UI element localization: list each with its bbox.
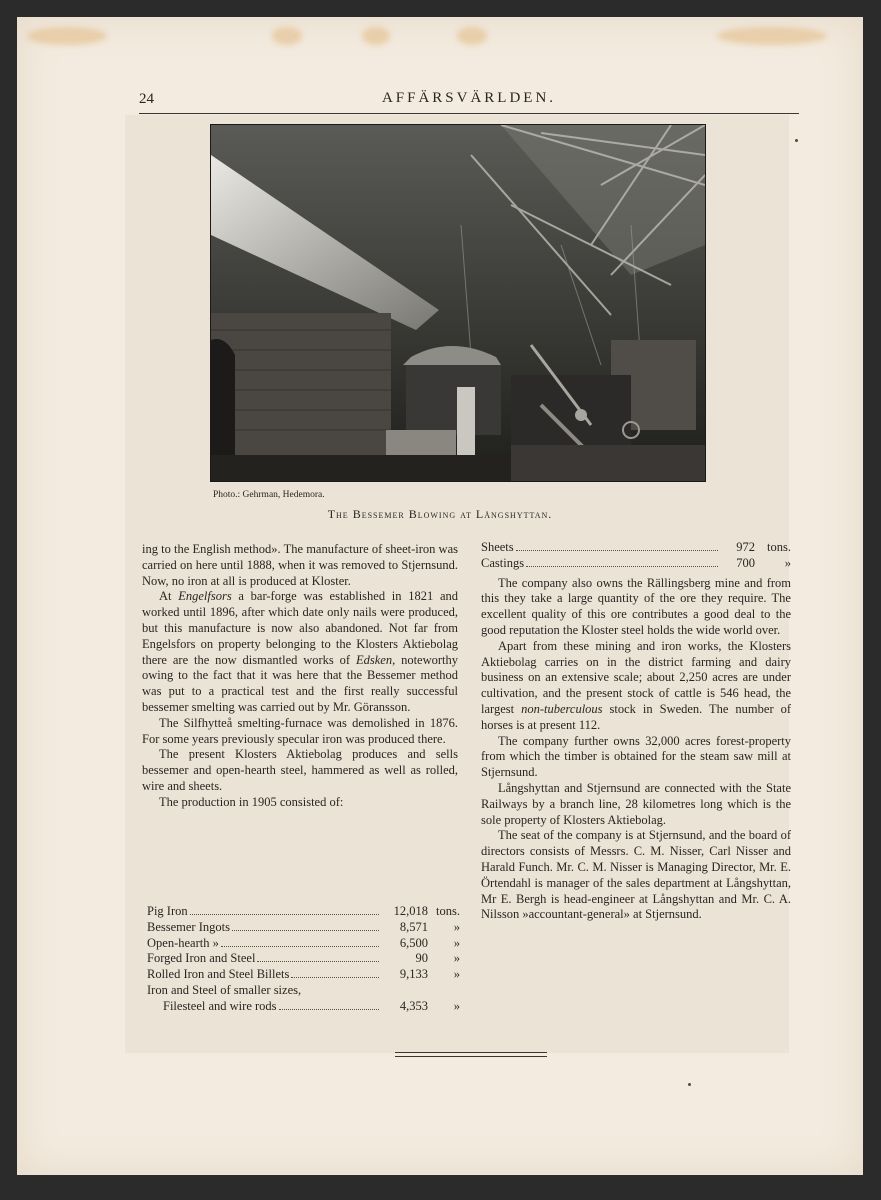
row-value: 972 xyxy=(736,540,755,554)
paper-stain xyxy=(717,27,827,45)
table-row xyxy=(147,967,460,983)
left-column xyxy=(142,542,458,811)
row-value: 700 xyxy=(736,555,755,570)
row-value: 6,500 xyxy=(399,935,428,950)
paper-stain xyxy=(27,27,107,45)
row-unit: » xyxy=(453,967,460,982)
paragraph: The Silfhytteå smelting-furnace was demolished in 1876. For some years previously specular iron was produced there. xyxy=(142,715,458,746)
paper-speck xyxy=(795,139,798,142)
paragraph xyxy=(481,639,791,734)
leader-dots xyxy=(221,946,379,947)
row-unit: » xyxy=(784,555,791,570)
row-unit: tons. xyxy=(767,540,791,554)
scanned-page xyxy=(17,17,863,1175)
production-table xyxy=(147,904,460,1015)
photo-caption xyxy=(17,507,863,522)
table-row xyxy=(147,951,460,967)
photo-caption-text: The Bessemer Blowing at Långshyttan. xyxy=(327,507,553,521)
row-label: Filesteel and wire rods xyxy=(163,998,277,1013)
paper-speck xyxy=(688,1083,691,1086)
leader-dots xyxy=(279,1009,379,1010)
text-run: stock in Sweden. The number of horses is at present 112. xyxy=(481,701,792,732)
row-label: Pig Iron xyxy=(147,904,188,918)
row-label: Forged Iron and Steel xyxy=(147,951,256,966)
paragraph: The seat of the company is at Stjernsund, and the board of directors consists of Messrs. C. M. Nisser, Carl Nisser and Harald Funch. Mr. C. M. Nisser is Managing Director, Mr. E. Örtendahl is manager of the sales department at Långshyttan, Mr E. Bergh is head-engineer at Långshyttan and Mr. C. A. Nilsson »accountant-general» at Stjernsund. xyxy=(481,828,791,922)
table-row xyxy=(147,904,460,920)
paragraph: The production in 1905 consisted of: xyxy=(159,794,344,809)
photo-credit: Photo.: Gehrman, Hedemora. xyxy=(213,490,325,500)
paragraph: ing to the English method». The manufacture of sheet-iron was carried on here until 1888, when it was removed to Stjernsund. Now, no iron at all is produced at Kloster. xyxy=(142,542,458,588)
place-name: Engelfsors xyxy=(178,589,232,604)
row-value: 12,018 xyxy=(393,904,428,918)
row-value: 8,571 xyxy=(399,919,428,934)
right-column xyxy=(481,540,791,923)
production-table-continued xyxy=(481,540,791,572)
paper-stain xyxy=(457,27,487,45)
text-run: Apart from these mining and iron works, the Klosters Aktiebolag carries on in the district farming and dairy business on an extensive scale; about 2,250 acres are under cultivation, and the present stock of cattle is 546 head, the largest xyxy=(481,638,791,716)
paper-stain xyxy=(272,27,302,45)
text-run: a bar-forge was established in 1821 and worked until 1896, after which date only nails were produced, but this manufacture is now also abandoned. Not far from Engelsfors on property belonging to the Klosters Aktiebolag there are the now dismantled works of xyxy=(142,589,459,667)
page-number: 24 xyxy=(139,91,154,107)
table-row xyxy=(481,540,791,556)
leader-dots xyxy=(526,566,718,567)
leader-dots xyxy=(190,914,379,915)
row-unit: » xyxy=(453,951,460,966)
paragraph xyxy=(142,589,458,715)
row-label: Castings xyxy=(481,555,525,570)
paragraph: The company also owns the Rällingsberg mine and from this they take a large quantity of the ore they require. The excellent quality of this ore contributes a good deal to the good reputation the Kloster steel holds the wide world over. xyxy=(481,575,791,637)
row-label: Bessemer Ingots xyxy=(147,919,230,934)
end-rule xyxy=(395,1056,547,1057)
leader-dots xyxy=(232,930,379,931)
table-row xyxy=(147,920,460,936)
row-unit: » xyxy=(453,919,460,934)
paper-stain xyxy=(362,27,390,45)
paragraph: The present Klosters Aktiebolag produces and sells bessemer and open-hearth steel, hammered as well as rolled, wire and sheets. xyxy=(142,747,458,793)
text-run: At xyxy=(159,589,179,604)
row-unit: » xyxy=(453,935,460,950)
place-name: Edsken xyxy=(355,652,393,667)
leader-dots xyxy=(257,961,379,962)
journal-title: AFFÄRSVÄRLDEN. xyxy=(381,90,557,106)
row-label: Open-hearth » xyxy=(147,935,219,950)
leader-dots xyxy=(516,550,718,551)
row-label: Sheets xyxy=(481,540,514,554)
leader-dots xyxy=(291,977,379,978)
emphasis: non-tuberculous xyxy=(521,701,603,716)
end-rule xyxy=(395,1052,547,1053)
bessemer-photograph xyxy=(210,124,706,482)
paragraph: Långshyttan and Stjernsund are connected with the State Railways by a branch line, 28 kilometres long which is the sole property of Klosters Aktiebolag. xyxy=(481,780,791,827)
row-label: Rolled Iron and Steel Billets xyxy=(147,967,290,982)
table-row xyxy=(147,983,460,999)
running-header xyxy=(139,73,799,114)
row-value: 9,133 xyxy=(399,967,428,982)
table-row xyxy=(481,556,791,572)
table-row xyxy=(147,936,460,952)
row-unit: tons. xyxy=(436,904,460,918)
row-unit: » xyxy=(453,998,460,1013)
table-row xyxy=(147,999,460,1015)
row-label: Iron and Steel of smaller sizes, xyxy=(147,982,302,997)
row-value: 90 xyxy=(415,951,428,966)
paragraph: The company further owns 32,000 acres forest-property from which the timber is obtained for the steam saw mill at Stjernsund. xyxy=(481,733,791,780)
row-value: 4,353 xyxy=(399,998,428,1013)
text-run: , noteworthy owing to the fact that it was here that the Bessemer method was put to a practical test and the first really successful bessemer smelting was carried out by Mr. Göransson. xyxy=(142,652,459,714)
